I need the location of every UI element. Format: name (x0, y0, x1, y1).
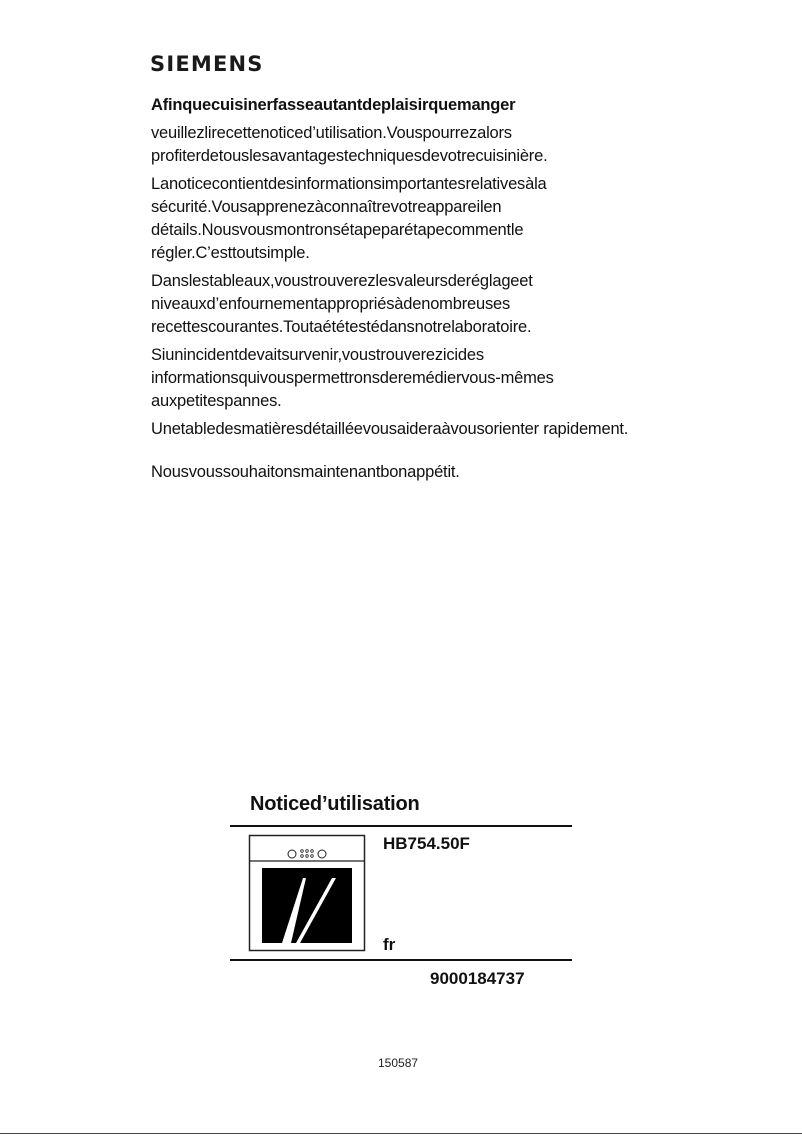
intro-heading: Afinquecuisinerfasseautantdeplaisirquemanger (151, 96, 516, 114)
divider-bottom (230, 959, 572, 961)
intro-paragraph-2: Lanoticecontientdesinformationsimportantesrelativesàla sécurité.Vousapprenezàconnaîtrevotreappareilen détails.Nousvousmontronsétapeparétapecommentle régler.C’esttoutsimple. (151, 175, 547, 262)
divider-top (230, 825, 572, 827)
page-bottom-rule (0, 1133, 802, 1134)
part-number: 9000184737 (430, 969, 525, 988)
language-code: fr (383, 935, 396, 954)
closing-line: Nousvoussouhaitonsmaintenantbonappétit. (151, 463, 460, 481)
oven-icon (248, 834, 366, 952)
footer-code: 150587 (378, 1056, 419, 1070)
model-number: HB754.50F (383, 834, 470, 853)
intro-paragraph-1: veuillezlirecettenoticed’utilisation.Vouspourrezalors profiterdetouslesavantagestechniquesdevotrecuisinière. (151, 124, 548, 165)
intro-paragraph-5: Unetabledesmatièresdétailléevousaideraàvousorienter rapidement. (151, 420, 629, 438)
brand-logo: SIEMENS (150, 52, 264, 76)
manual-title: Noticed’utilisation (250, 793, 420, 815)
intro-paragraph-3: Danslestableaux,voustrouverezlesvaleursderéglageet niveauxd’enfournementappropriésàdenombreuses recettescourantes.Toutaététestédansnotrelaboratoire. (151, 272, 533, 336)
intro-section (151, 94, 631, 484)
intro-paragraph-4: Siunincidentdevaitsurvenir,voustrouverezicides informationsquivouspermettronsderemédiervous-mêmes auxpetitespannes. (151, 346, 554, 410)
